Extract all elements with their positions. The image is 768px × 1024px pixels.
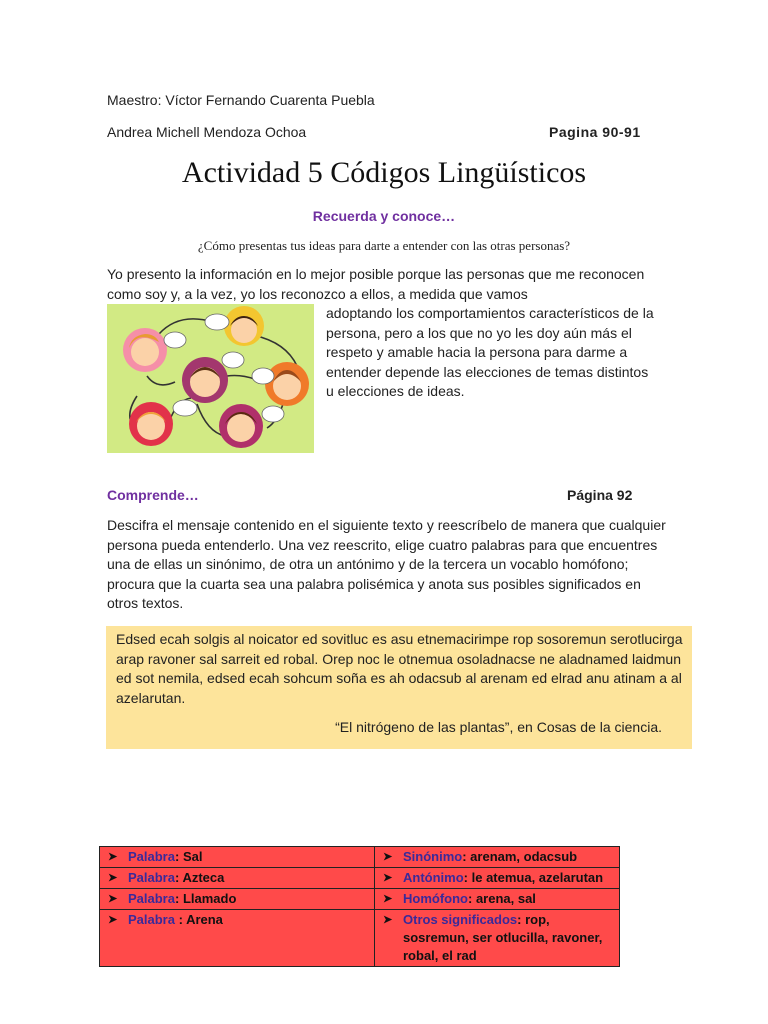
cell-value: le atemua, azelarutan (471, 870, 604, 885)
arrowhead-bullet-icon: ➤ (108, 914, 118, 926)
arrowhead-bullet-icon: ➤ (108, 893, 118, 905)
cell-label: Palabra (128, 870, 175, 885)
arrowhead-bullet-icon: ➤ (383, 914, 393, 926)
cell-label: Antónimo (403, 870, 464, 885)
coded-message-source: “El nitrógeno de las plantas”, en Cosas de la ciencia. (335, 719, 662, 735)
cell-value: arenam, odacsub (470, 849, 578, 864)
coded-message-text: Edsed ecah solgis al noicator ed sovitluc es asu etnemacirimpe rop sosoremun serotlucirga arap ravoner sal sarreit ed robal. Orep noc le otnemua osoladnacse ne aladnamed laidmun ed sot nemila, edsed ecah sohcum soña es ah odacsub al arenam ed elrad anu atinam a al azelarutan. (116, 631, 683, 706)
cell-separator: : (174, 912, 187, 927)
answer-paragraph-top: Yo presento la información en lo mejor posible porque las personas que me reconocen como soy y, a la vez, yo los reconozco a ellos, a medida que vamos (107, 266, 645, 302)
table-cell (100, 847, 375, 868)
table-cell: ➤ Sinónimo: arenam, odacsub (375, 847, 620, 868)
table-cell: ➤ Homófono: arena, sal (375, 889, 620, 910)
cell-value: Llamado (182, 891, 237, 906)
table-row (100, 847, 620, 868)
vocabulary-table (99, 846, 620, 967)
table-cell: ➤ Otros significados: rop, sosremun, ser otlucilla, ravoner, robal, el rad (375, 910, 620, 967)
arrowhead-bullet-icon: ➤ (383, 872, 393, 884)
arrowhead-bullet-icon: ➤ (108, 872, 118, 884)
coded-message-box (106, 626, 692, 749)
cell-value: Sal (182, 849, 203, 864)
activity-title: Actividad 5 Códigos Lingüísticos (181, 156, 587, 189)
cell-separator: : (174, 891, 183, 906)
children-communication-illustration (107, 304, 314, 453)
arrowhead-bullet-icon: ➤ (383, 851, 393, 863)
instructions-paragraph: Descifra el mensaje contenido en el siguiente texto y reescríbelo de manera que cualquier persona pueda entenderlo. Una vez reescrito, elige cuatro palabras para que encuentres una de ellas un sinónimo, de otra un antónimo y de la tercera un vocablo homófono; procura que la cuarta sea una palabra polisémica y anota sus posibles significados en otros textos. (107, 517, 666, 611)
cell-value: rop, sosremun, ser otlucilla, ravoner, robal, el rad (403, 912, 603, 963)
page-reference: Página 92 (567, 487, 633, 503)
table-cell (100, 910, 375, 967)
section-heading-comprende: Comprende… (107, 487, 199, 503)
cell-value: Azteca (182, 870, 225, 885)
page-reference: Pagina 90-91 (549, 124, 641, 140)
prompt-question: ¿Cómo presentas tus ideas para darte a entender con las otras personas? (197, 238, 571, 253)
cell-label: Palabra (128, 891, 175, 906)
cell-label: Palabra (128, 849, 175, 864)
arrowhead-bullet-icon: ➤ (383, 893, 393, 905)
cell-label: Palabra (128, 912, 175, 927)
teacher-name: Maestro: Víctor Fernando Cuarenta Puebla (107, 92, 375, 108)
answer-paragraph-side: adoptando los comportamientos característicos de la persona, pero a los que no yo les doy aún más el respeto y amable hacia la persona para darme a entender depende las elecciones de temas distintos u elecciones de ideas. (326, 305, 654, 399)
cell-label: Homófono (403, 891, 468, 906)
table-cell (100, 889, 375, 910)
cell-value: arena, sal (475, 891, 536, 906)
cell-label: Sinónimo (403, 849, 463, 864)
section-heading-recuerda: Recuerda y conoce… (312, 208, 456, 224)
cell-separator: : (174, 870, 183, 885)
arrowhead-bullet-icon: ➤ (108, 851, 118, 863)
table-cell (100, 868, 375, 889)
cell-label: Otros significados (403, 912, 518, 927)
student-name: Andrea Michell Mendoza Ochoa (107, 124, 307, 140)
table-row (100, 910, 620, 967)
cell-separator: : (174, 849, 183, 864)
table-row (100, 868, 620, 889)
table-row (100, 889, 620, 910)
table-cell: ➤ Antónimo: le atemua, azelarutan (375, 868, 620, 889)
cell-value: Arena (186, 912, 223, 927)
